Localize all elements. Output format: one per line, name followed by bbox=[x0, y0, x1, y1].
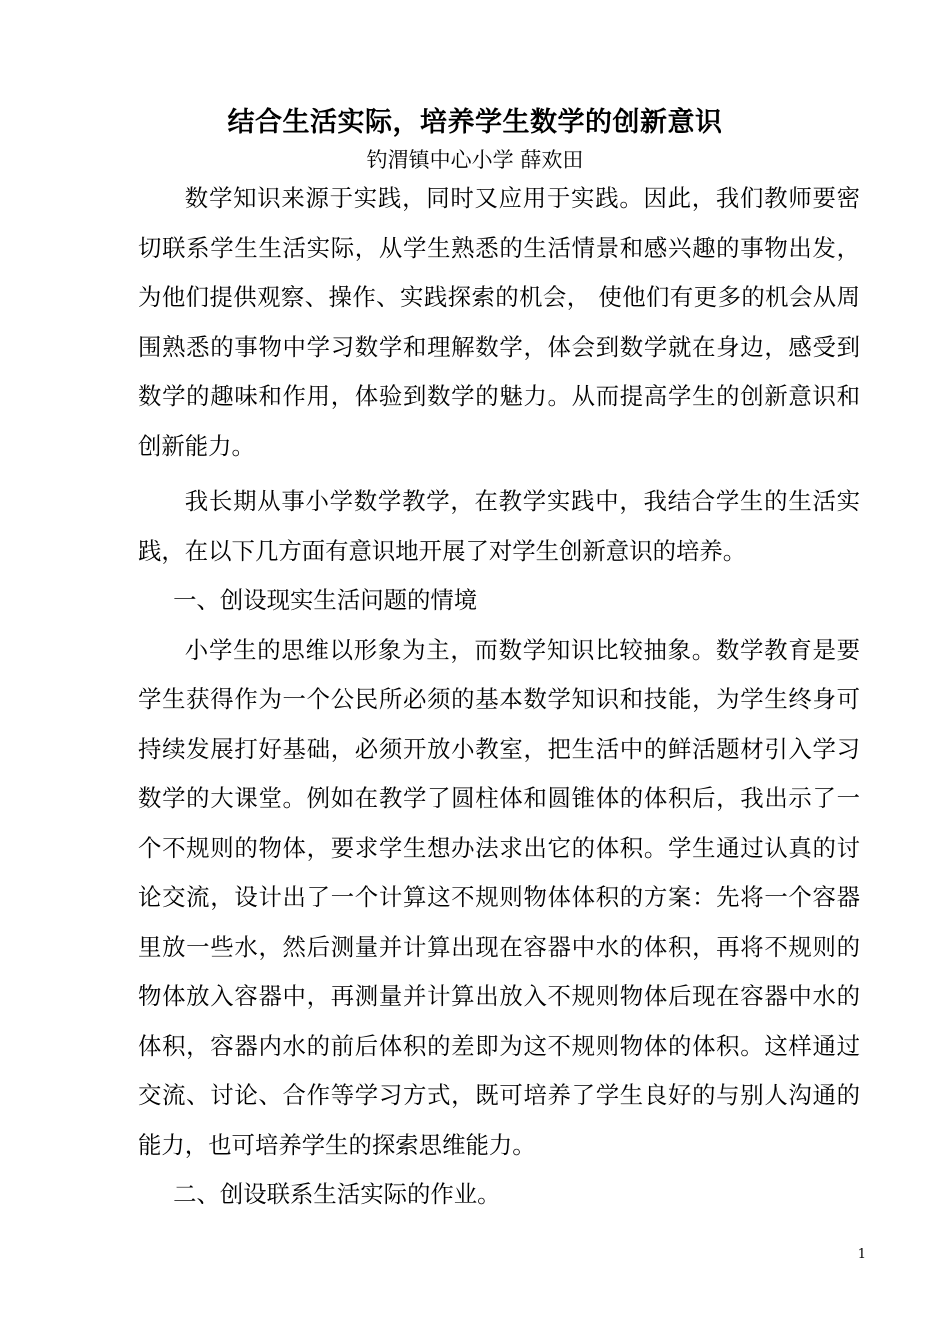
author-line: 钓渭镇中心小学 薛欢田 bbox=[366, 148, 584, 172]
page-number: 1 bbox=[857, 1247, 866, 1262]
intro-paragraph: 数学知识来源于实践，同时又应用于实践。因此，我们教师要密切联系学生生活实际，从学生熟悉的生活情景和感兴趣的事物出发，为他们提供观察、操作、实践探索的机会， 使他们有更多的机会从周围熟悉的事物中学习数学和理解数学，体会到数学就在身边，感受到数学的趣味和作用，体验到数学的魅力。从而提高学生的创新意识和创新能力。 bbox=[138, 184, 860, 460]
intro-paragraph-2: 我长期从事小学数学教学，在教学实践中，我结合学生的生活实践，在以下几方面有意识地开展了对学生创新意识的培养。 bbox=[138, 487, 860, 565]
document-title: 结合生活实际，培养学生数学的创新意识 bbox=[227, 107, 723, 138]
section-2-heading: 二、创设联系生活实际的作业。 bbox=[173, 1180, 501, 1208]
document-body bbox=[138, 174, 860, 1220]
section-1-paragraph: 小学生的思维以形象为主，而数学知识比较抽象。数学教育是要学生获得作为一个公民所必须的基本数学知识和技能，为学生终身可持续发展打好基础，必须开放小教室，把生活中的鲜活题材引入学习数学的大课堂。例如在教学了圆柱体和圆锥体的体积后，我出示了一个不规则的物体，要求学生想办法求出它的体积。学生通过认真的讨论交流，设计出了一个计算这不规则物体体积的方案：先将一个容器里放一些水，然后测量并计算出现在容器中水的体积，再将不规则的物体放入容器中，再测量并计算出放入不规则物体后现在容器中水的体积，容器内水的前后体积的差即为这不规则物体的体积。这样通过交流、讨论、合作等学习方式，既可培养了学生良好的与别人沟通的能力，也可培养学生的探索思维能力。 bbox=[138, 635, 860, 1159]
section-1-heading: 一、创设现实生活问题的情境 bbox=[173, 586, 478, 614]
